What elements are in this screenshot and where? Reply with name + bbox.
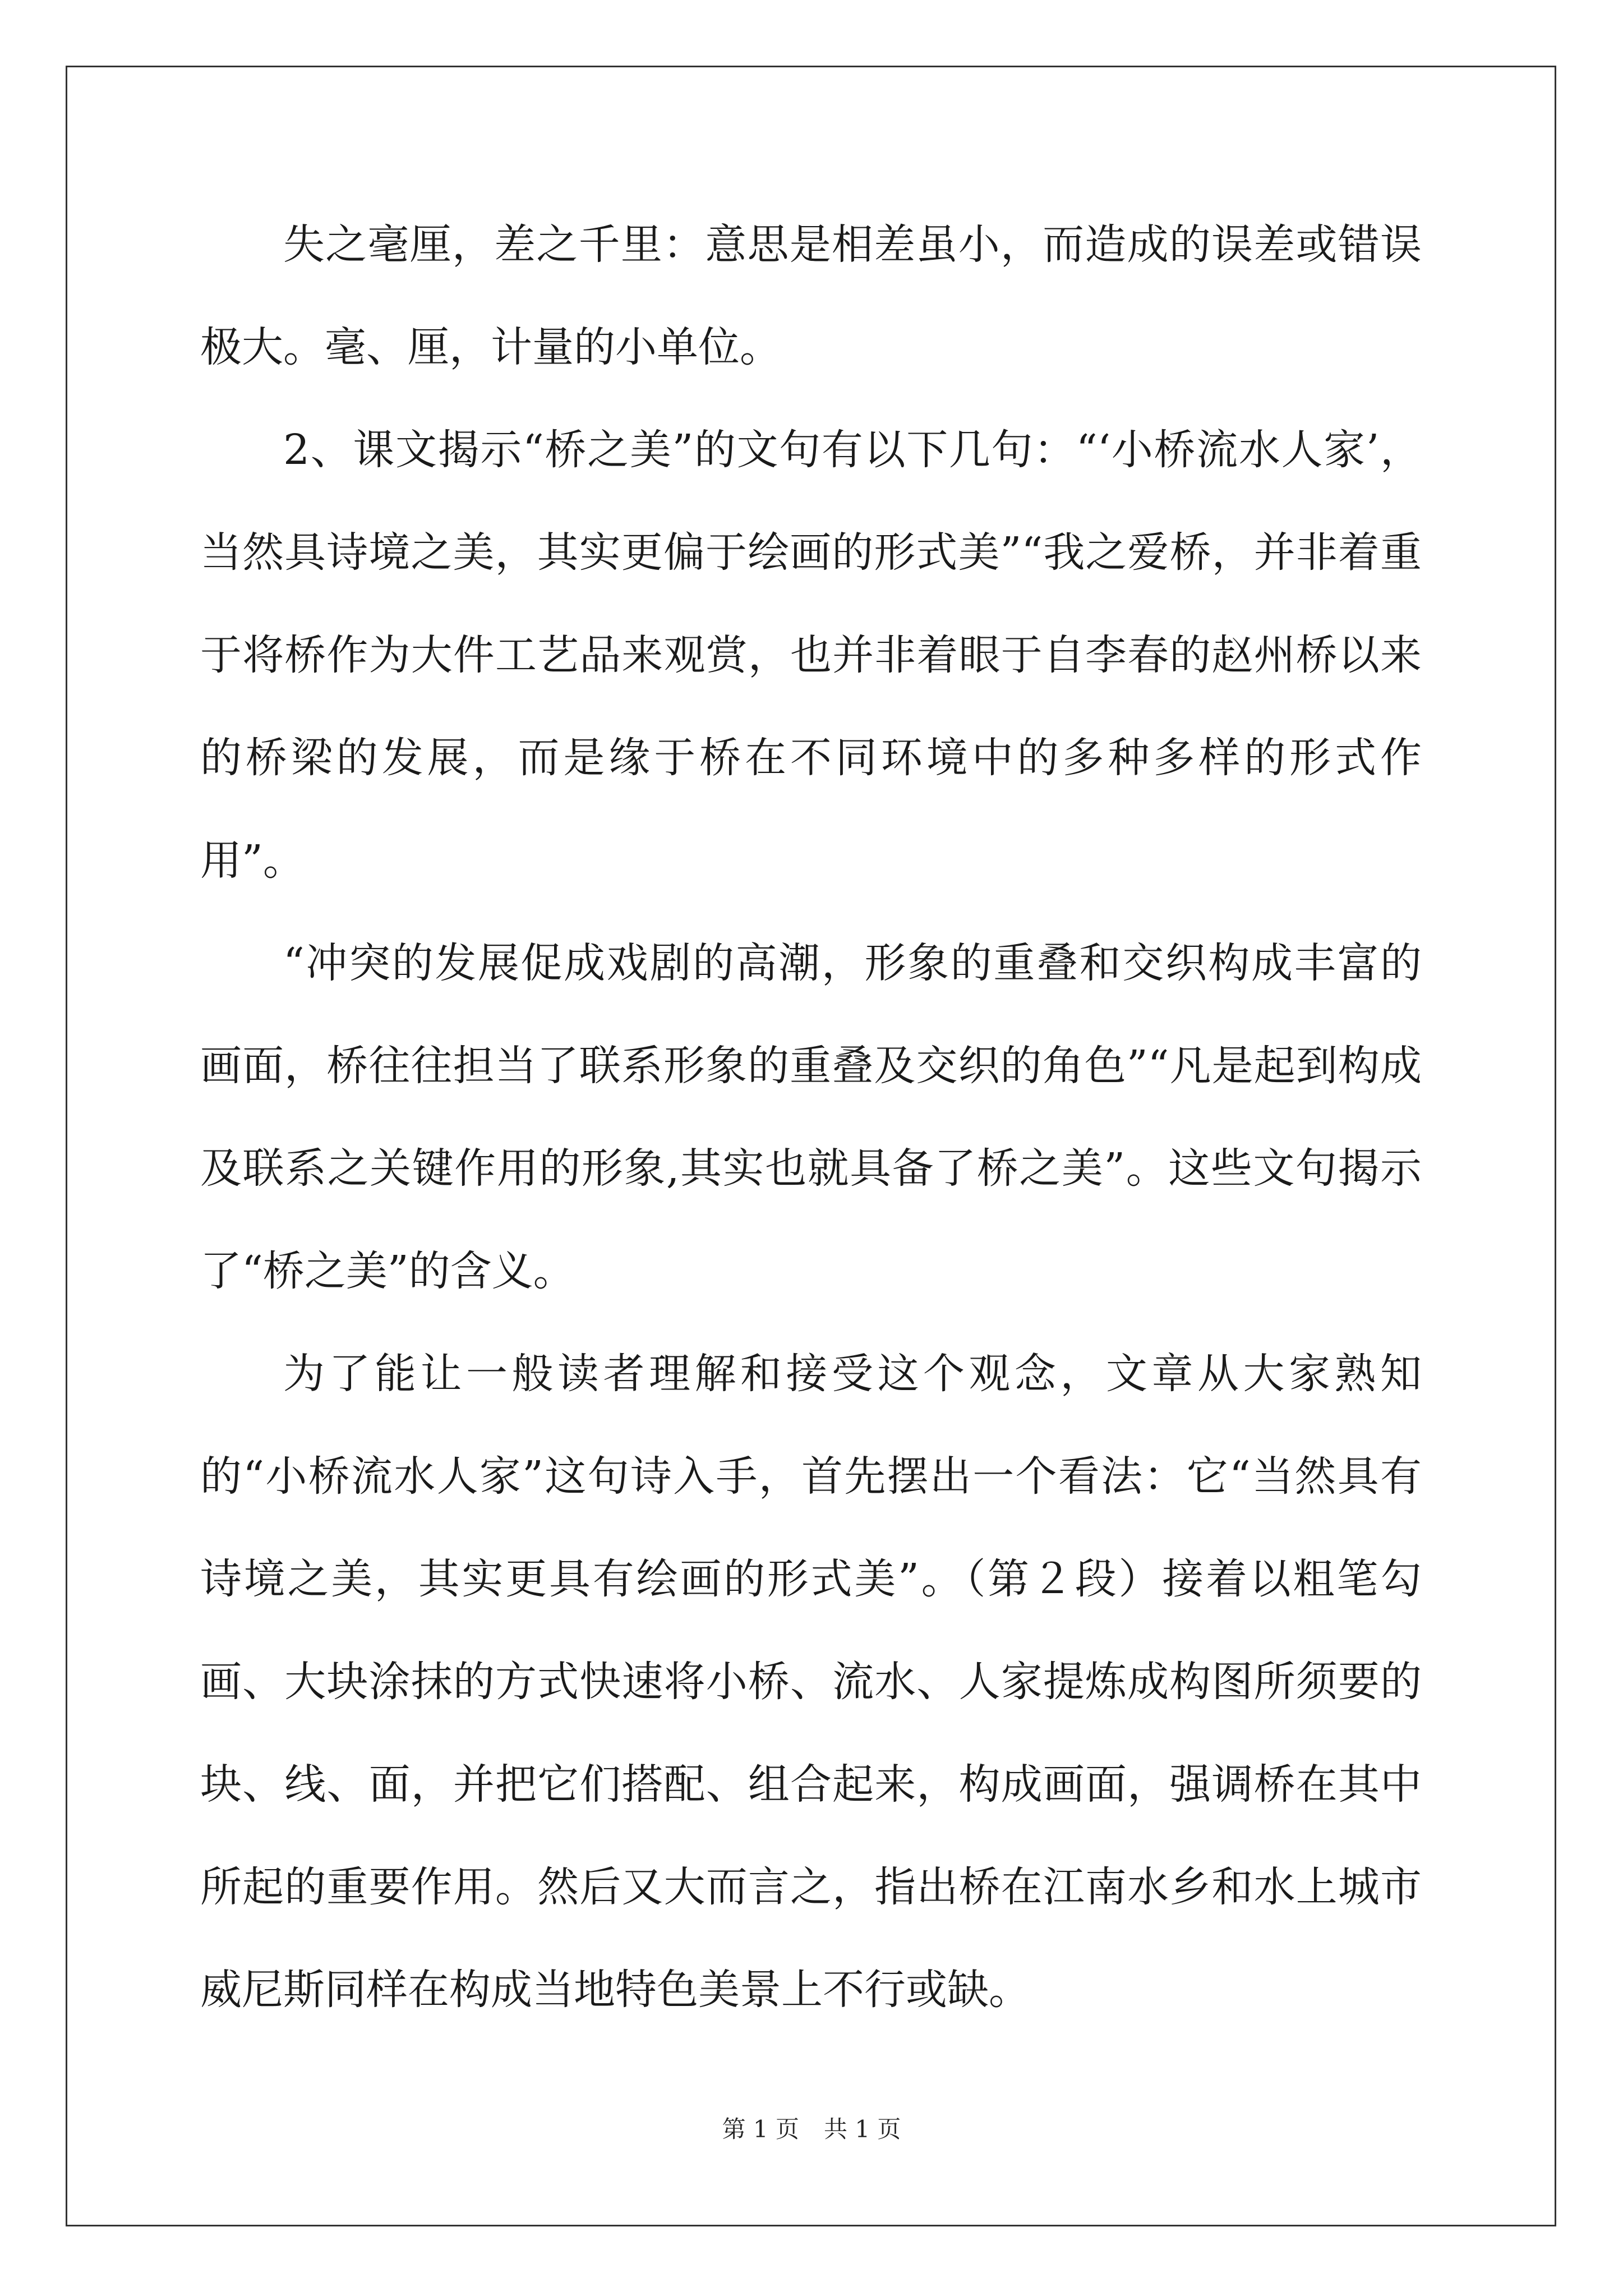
paragraph-2: 2、课文揭示“桥之美”的文句有以下几句：“‘小桥流水人家’，当然具诗境之美，其实更偏于绘画的形式美”“我之爱桥，并非着重于将桥作为大件工艺品来观赏，也并非着眼于自李春的赵州桥以来的桥梁的发展，而是缘于桥在不同环境中的多种多样的形式作用”。 <box>200 426 1422 885</box>
paragraph-4: 为了能让一般读者理解和接受这个观念，文章从大家熟知的“小桥流水人家”这句诗入手，首先摆出一个看法：它“当然具有诗境之美，其实更具有绘画的形式美”。（第２段）接着以粗笔勾画、大块涂抹的方式快速将小桥、流水、人家提炼成构图所须要的块、线、面，并把它们搭配、组合起来，构成画面，强调桥在其中所起的重要作用。然后又大而言之，指出桥在江南水乡和水上城市威尼斯同样在构成当地特色美景上不行或缺。 <box>200 1350 1422 2014</box>
paragraph-1: 失之毫厘，差之千里：意思是相差虽小，而造成的误差或错误极大。毫、厘，计量的小单位。 <box>200 220 1422 371</box>
page-number: 第 1 页 <box>722 2115 799 2143</box>
document-body <box>200 194 1422 2041</box>
page-count: 共 1 页 <box>824 2115 901 2143</box>
page-footer <box>0 2113 1623 2146</box>
paragraph-3: “冲突的发展促成戏剧的高潮，形象的重叠和交织构成丰富的画面，桥往往担当了联系形象的重叠及交织的角色”“凡是起到构成及联系之关键作用的形象,其实也就具备了桥之美”。这些文句揭示了“桥之美”的含义。 <box>200 939 1422 1295</box>
